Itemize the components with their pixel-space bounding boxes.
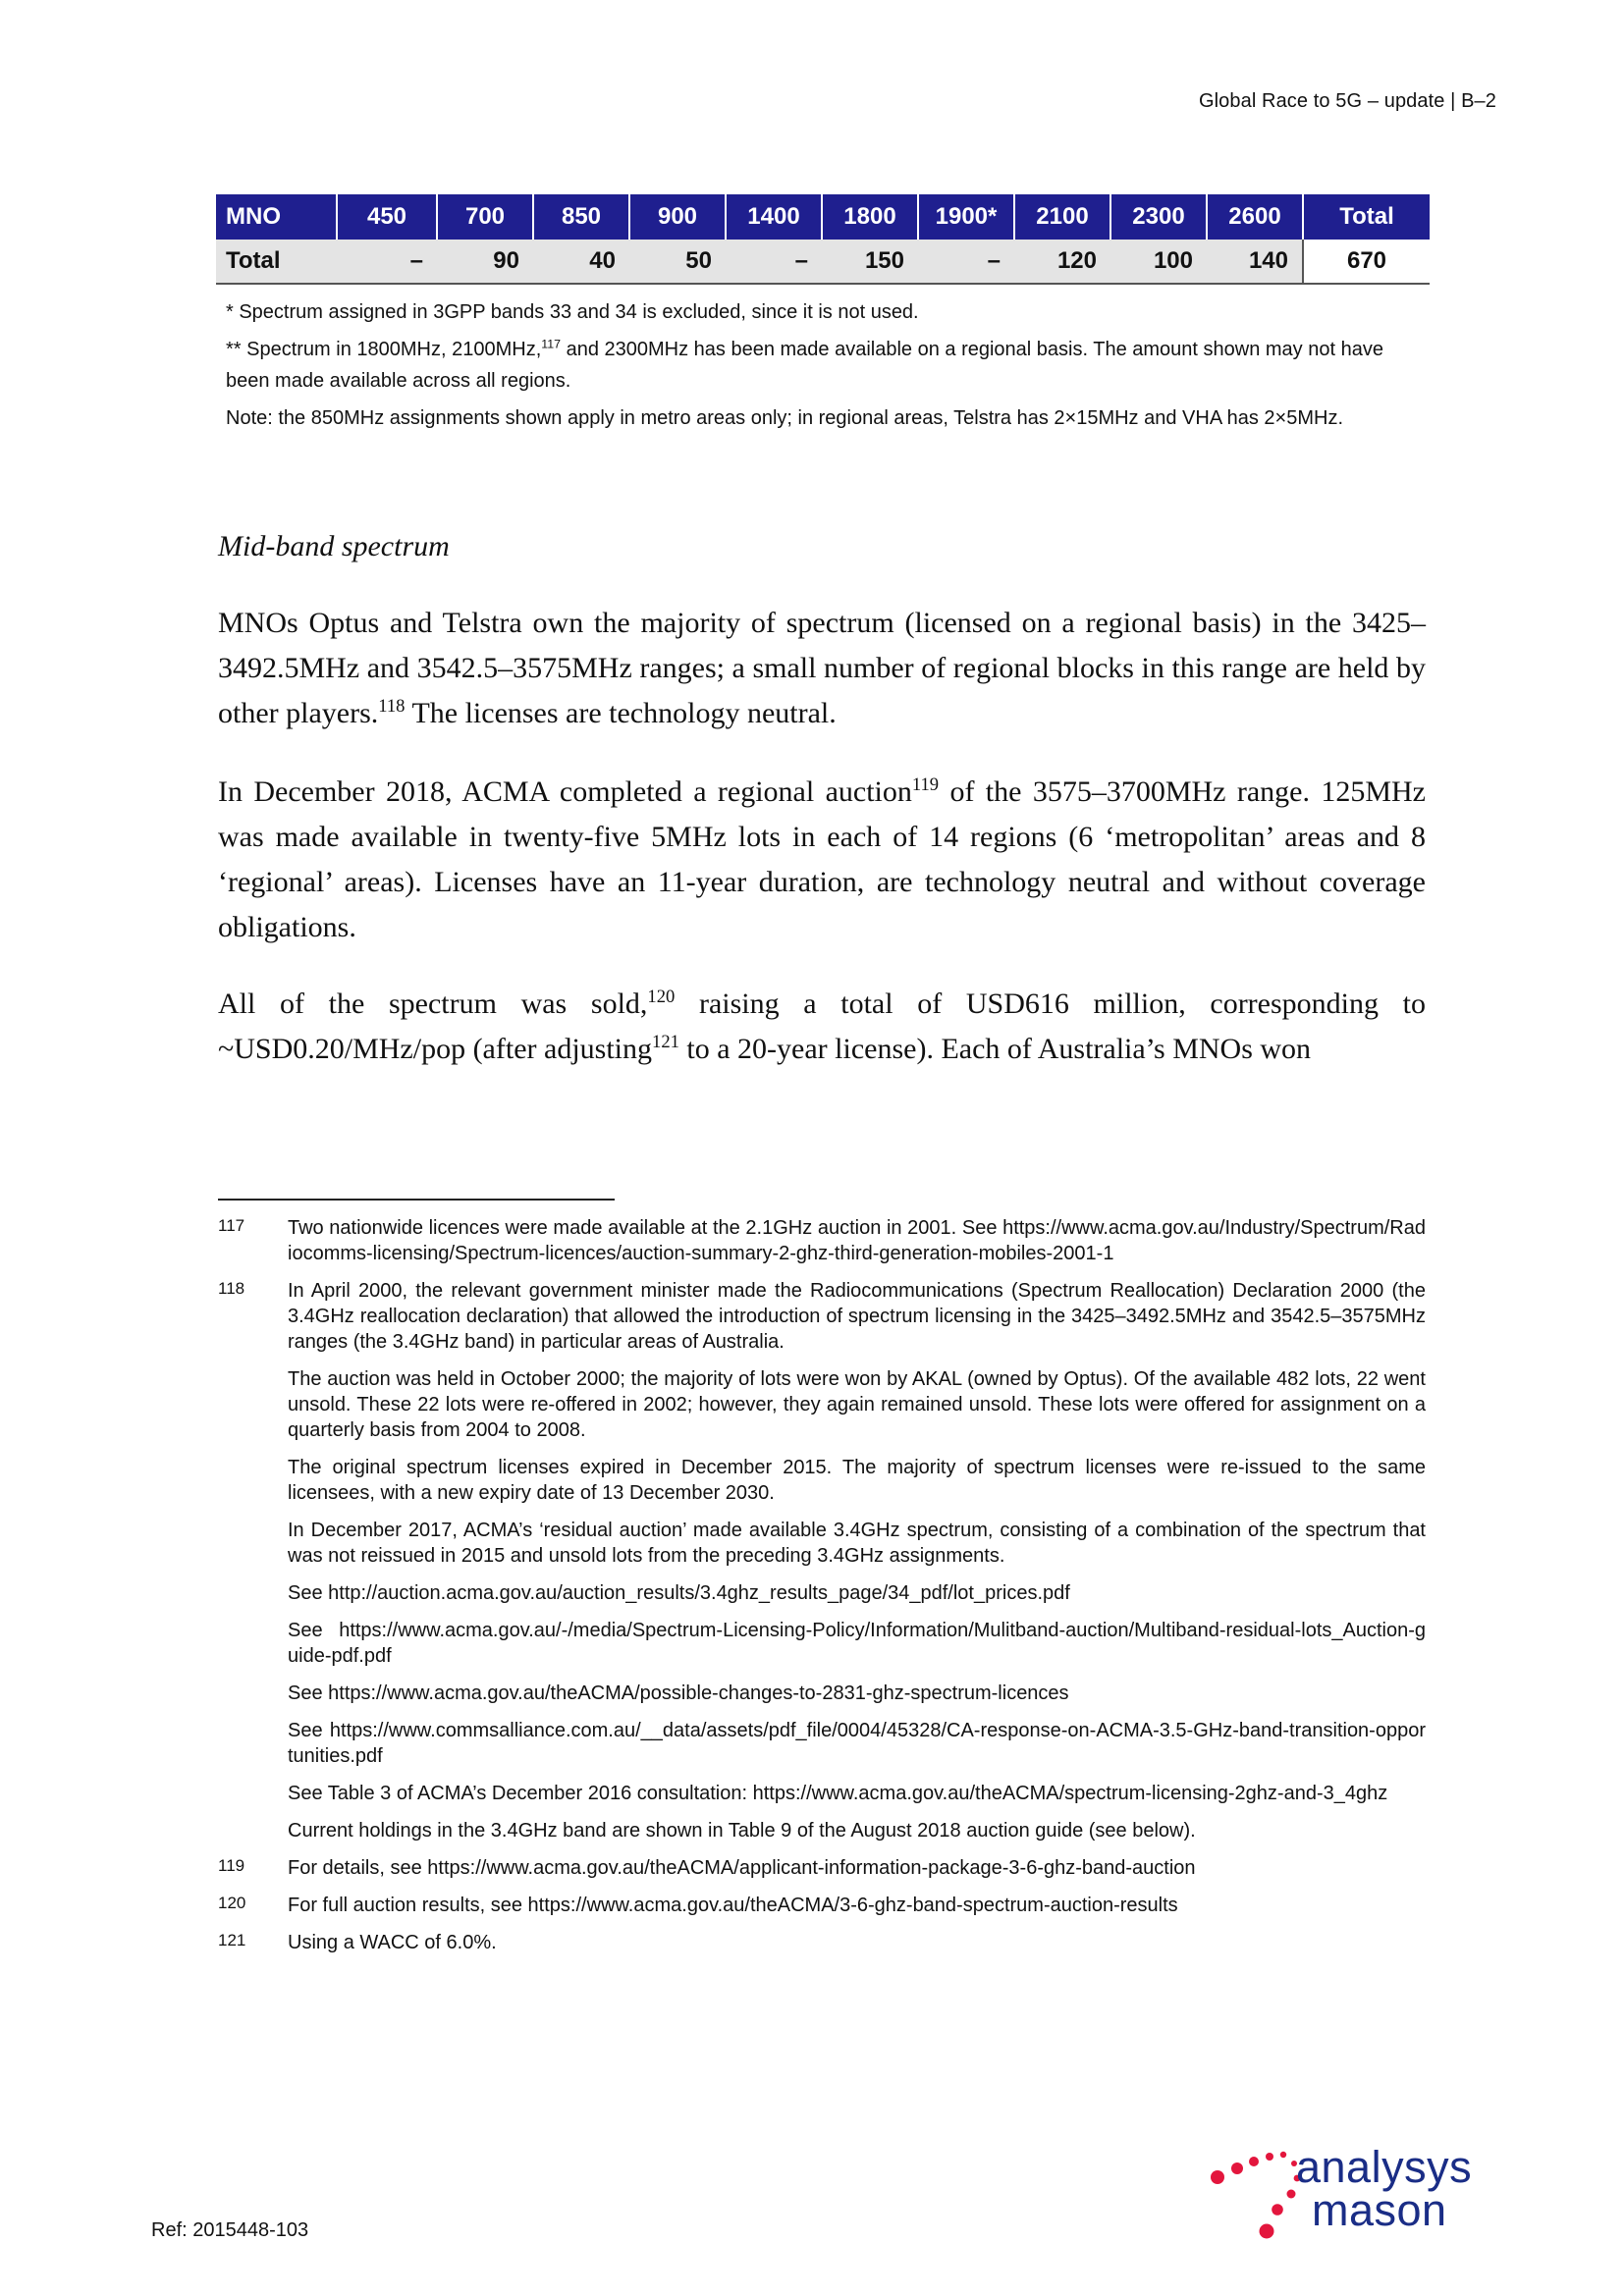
logo-dot [1266, 2153, 1273, 2161]
logo-dot [1280, 2152, 1286, 2158]
logo-wordmark-analysys: analysys [1296, 2142, 1473, 2192]
logo-dot [1231, 2163, 1243, 2174]
note-text: and 2300MHz has been made available on a regional basis. The amount shown may not have been made available across all regions. [226, 339, 1383, 392]
section-heading: Mid-band spectrum [218, 530, 450, 562]
footnote-ref: 120 [647, 987, 676, 1007]
footnote-119 [218, 1855, 1426, 1881]
table-header-row [216, 194, 1430, 240]
footnote-paragraph: In April 2000, the relevant government minister made the Radiocommunications (Spectrum Reallocation) Declaration 2000 (the 3.4GHz reallocation declaration) that allowed the introduction of spectrum licensing in the 3425–3492.5MHz and 3542.5–3575MHz ranges (the 3.4GHz band) in particular areas of Australia. [288, 1280, 1426, 1353]
spectrum-table [216, 194, 1430, 285]
paragraph-text: All of the spectrum was sold, [218, 988, 648, 1020]
body-paragraph-1 [218, 601, 1426, 736]
column-header-1400: 1400 [726, 194, 822, 240]
footnote-paragraph: Current holdings in the 3.4GHz band are shown in Table 9 of the August 2018 auction guide (see below). [288, 1820, 1196, 1842]
footnote-number: 120 [218, 1894, 246, 1912]
table-cell: – [918, 240, 1014, 284]
footnote-text [288, 1893, 1426, 1918]
column-header-2300: 2300 [1110, 194, 1207, 240]
column-header-450: 450 [337, 194, 437, 240]
column-header-700: 700 [437, 194, 533, 240]
paragraph-text: The licenses are technology neutral. [405, 697, 837, 729]
column-header-900: 900 [629, 194, 726, 240]
table-notes [226, 296, 1404, 440]
footnote-paragraph: Two nationwide licences were made available at the 2.1GHz auction in 2001. See https://www.acma.gov.au/Industry/Spectrum/Radiocomms-licensing/Spectrum-licences/auction-summary-2-ghz-third-generation-mobiles-2001-1 [288, 1217, 1426, 1264]
footnote-paragraph: See https://www.commsalliance.com.au/__data/assets/pdf_file/0004/45328/CA-response-on-ACMA-3.5-GHz-band-transition-opportunities.pdf [288, 1720, 1426, 1767]
table-note-1: * Spectrum assigned in 3GPP bands 33 and 34 is excluded, since it is not used. [226, 301, 919, 323]
logo-dot [1272, 2204, 1283, 2216]
paragraph-text: In December 2018, ACMA completed a regional auction [218, 775, 912, 808]
note-text: ** Spectrum in 1800MHz, 2100MHz, [226, 339, 542, 360]
footnote-paragraph: The auction was held in October 2000; the majority of lots were won by AKAL (owned by Optus). Of the available 482 lots, 22 went unsold. These 22 lots were re-offered in 2002; however, they again remained unsold. These lots were offered for assignment on a quarterly basis from 2004 to 2008. [288, 1368, 1426, 1441]
column-header-2100: 2100 [1014, 194, 1110, 240]
column-header-2600: 2600 [1207, 194, 1303, 240]
footnote-text [288, 1855, 1426, 1881]
paragraph-text: MNOs Optus and Telstra own the majority of spectrum (licensed on a regional basis) in the 3425–3492.5MHz and 3542.5–3575MHz ranges; a small number of regional blocks in this range are held by other players. [218, 607, 1426, 729]
table-note-2 [226, 334, 1404, 397]
footnote-paragraph: See http://auction.acma.gov.au/auction_results/3.4ghz_results_page/34_pdf/lot_prices.pdf [288, 1582, 1070, 1604]
table-cell: 140 [1207, 240, 1303, 284]
column-header-total: Total [1303, 194, 1430, 240]
footnote-paragraph: See https://www.acma.gov.au/theACMA/possible-changes-to-2831-ghz-spectrum-licences [288, 1682, 1069, 1704]
footnote-ref: 117 [541, 337, 562, 351]
table-cell: 150 [822, 240, 918, 284]
footnote-text [288, 1278, 1426, 1843]
paragraph-text: of the 3575–3700MHz range. 125MHz was made available in twenty-five 5MHz lots in each of 14 regions (6 ‘metropolitan’ areas and 8 ‘regional’ areas). Licenses have an 11-year duration, are technology neutral and without coverage obligations. [218, 775, 1426, 943]
table-cell: 50 [629, 240, 726, 284]
footnote-text [288, 1215, 1426, 1266]
footnote-number: 117 [218, 1216, 245, 1235]
table-row [216, 240, 1430, 284]
footnote-text [288, 1930, 1426, 1955]
footnote-number: 119 [218, 1856, 245, 1875]
table-cell-total: 670 [1303, 240, 1430, 284]
footnote-120 [218, 1893, 1426, 1918]
footnote-paragraph: In December 2017, ACMA’s ‘residual auction’ made available 3.4GHz spectrum, consisting of a combination of the spectrum that was not reissued in 2015 and unsold lots from the preceding 3.4GHz assignments. [288, 1520, 1426, 1567]
footnote-paragraph: For details, see https://www.acma.gov.au/theACMA/applicant-information-package-3-6-ghz-band-auction [288, 1857, 1196, 1879]
body-paragraph-3 [218, 982, 1426, 1072]
table-cell: 100 [1110, 240, 1207, 284]
footnote-121 [218, 1930, 1426, 1955]
paragraph-text: raising a total of USD616 million, corresponding to ~USD0.20/MHz/pop (after adjusting [218, 988, 1426, 1065]
logo-dot [1287, 2190, 1296, 2199]
column-header-1800: 1800 [822, 194, 918, 240]
logo-dot [1260, 2224, 1274, 2239]
column-header-1900: 1900* [918, 194, 1014, 240]
footnote-paragraph: See https://www.acma.gov.au/-/media/Spectrum-Licensing-Policy/Information/Mulitband-auction/Multiband-residual-lots_Auction-guide-pdf.pdf [288, 1620, 1426, 1667]
table-cell: 120 [1014, 240, 1110, 284]
footnote-ref: 118 [378, 696, 406, 717]
table-note-3: Note: the 850MHz assignments shown apply in metro areas only; in regional areas, Telstra has 2×15MHz and VHA has 2×5MHz. [226, 407, 1343, 429]
logo-wordmark-mason: mason [1312, 2185, 1447, 2235]
column-header-mno: MNO [216, 194, 337, 240]
footnotes [218, 1215, 1426, 1967]
table-cell: – [337, 240, 437, 284]
logo-dot [1249, 2157, 1259, 2166]
footnote-number: 118 [218, 1279, 245, 1298]
footnote-paragraph: For full auction results, see https://www.acma.gov.au/theACMA/3-6-ghz-band-spectrum-auction-results [288, 1895, 1178, 1916]
footnote-ref: 119 [911, 774, 940, 795]
analysys-mason-logo [1210, 2142, 1514, 2250]
document-reference: Ref: 2015448-103 [151, 2219, 309, 2241]
table-cell: 90 [437, 240, 533, 284]
footnote-117 [218, 1215, 1426, 1266]
table-cell: – [726, 240, 822, 284]
footnote-paragraph: See Table 3 of ACMA’s December 2016 consultation: https://www.acma.gov.au/theACMA/spectrum-licensing-2ghz-and-3_4ghz [288, 1783, 1388, 1804]
footnote-ref: 121 [652, 1032, 679, 1052]
running-header: Global Race to 5G – update | B–2 [1198, 90, 1496, 112]
column-header-850: 850 [533, 194, 629, 240]
table-cell: 40 [533, 240, 629, 284]
body-paragraph-2 [218, 770, 1426, 950]
paragraph-text: to a 20-year license). Each of Australia’s MNOs won [678, 1033, 1312, 1065]
logo-dot [1211, 2170, 1224, 2184]
footnote-paragraph: Using a WACC of 6.0%. [288, 1932, 497, 1953]
logo-dots-icon [1210, 2142, 1308, 2250]
table-cell: Total [216, 240, 337, 284]
footnote-paragraph: The original spectrum licenses expired in December 2015. The majority of spectrum licenses were re-issued to the same licensees, with a new expiry date of 13 December 2030. [288, 1457, 1426, 1504]
footnote-118 [218, 1278, 1426, 1843]
footnote-separator [218, 1199, 615, 1201]
footnote-number: 121 [218, 1931, 246, 1949]
